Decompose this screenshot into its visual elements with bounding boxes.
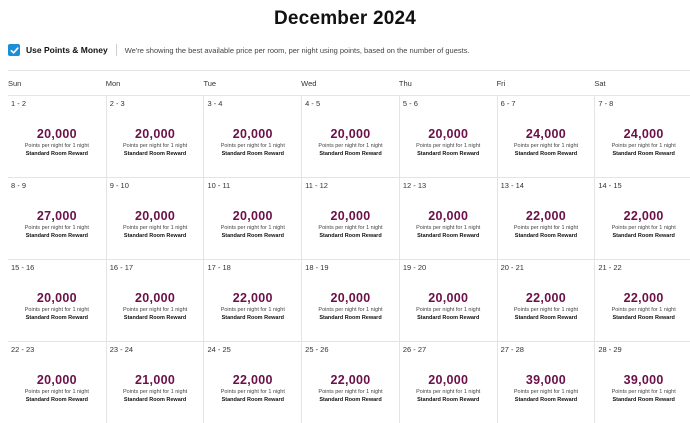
points-per-night-label: Points per night for 1 night <box>122 225 188 231</box>
stay-dates: 1 - 2 <box>11 99 27 108</box>
reward-type-label: Standard Room Reward <box>123 151 187 157</box>
reward-type-label: Standard Room Reward <box>417 151 480 157</box>
reward-type-label: Standard Room Reward <box>612 397 675 403</box>
reward-type-label: Standard Room Reward <box>25 151 89 157</box>
calendar-day-cell[interactable] <box>594 96 690 177</box>
stay-dates: 5 - 6 <box>402 99 418 108</box>
weekday-label: Mon <box>105 79 121 88</box>
calendar-day-cell[interactable] <box>497 178 595 259</box>
points-price: 39,000 <box>623 373 664 387</box>
calendar-day-cell[interactable] <box>203 178 301 259</box>
weekday-label: Sat <box>594 79 606 88</box>
month-title: December 2024 <box>273 8 417 29</box>
points-price: 22,000 <box>232 291 273 305</box>
points-per-night-label: Points per night for 1 night <box>611 389 676 395</box>
weekday-label: Wed <box>301 79 317 88</box>
reward-type-label: Standard Room Reward <box>514 315 578 321</box>
pricing-description: We're showing the best available price per room, per night using points, based on the number of guests. <box>124 45 470 55</box>
stay-dates: 24 - 25 <box>207 345 231 354</box>
points-per-night-label: Points per night for 1 night <box>122 307 188 313</box>
stay-dates: 7 - 8 <box>598 99 614 108</box>
points-price: 20,000 <box>36 127 77 141</box>
points-per-night-label: Points per night for 1 night <box>416 225 481 231</box>
points-per-night-label: Points per night for 1 night <box>220 225 285 231</box>
reward-type-label: Standard Room Reward <box>417 233 480 239</box>
checkmark-icon <box>10 46 19 55</box>
points-per-night-label: Points per night for 1 night <box>416 307 481 313</box>
stay-dates: 26 - 27 <box>402 345 427 354</box>
stay-dates: 4 - 5 <box>305 99 321 108</box>
calendar-day-cell[interactable] <box>594 178 690 259</box>
points-per-night-label: Points per night for 1 night <box>318 307 383 313</box>
calendar-day-cell[interactable] <box>203 96 301 177</box>
stay-dates: 23 - 24 <box>109 345 134 354</box>
points-per-night-label: Points per night for 1 night <box>220 307 285 313</box>
points-per-night-label: Points per night for 1 night <box>318 225 383 231</box>
weekday-label: Tue <box>203 79 217 88</box>
reward-type-label: Standard Room Reward <box>221 233 284 239</box>
calendar-week-row <box>8 259 690 341</box>
points-price: 39,000 <box>525 373 566 387</box>
weekday-header-row <box>8 70 690 95</box>
points-per-night-label: Points per night for 1 night <box>513 225 579 231</box>
calendar-day-cell[interactable] <box>8 260 106 341</box>
calendar-day-cell[interactable] <box>497 260 595 341</box>
points-options-row <box>8 42 688 58</box>
stay-dates: 25 - 26 <box>305 345 329 354</box>
points-price: 20,000 <box>232 209 273 223</box>
reward-type-label: Standard Room Reward <box>123 397 187 403</box>
stay-dates: 18 - 19 <box>305 263 329 272</box>
stay-dates: 9 - 10 <box>109 181 129 190</box>
calendar-day-cell[interactable] <box>301 96 399 177</box>
points-price: 20,000 <box>428 127 469 141</box>
use-points-label[interactable]: Use Points & Money <box>26 45 108 55</box>
calendar-day-cell[interactable] <box>106 260 204 341</box>
reward-type-label: Standard Room Reward <box>514 397 578 403</box>
reward-type-label: Standard Room Reward <box>319 233 382 239</box>
points-per-night-label: Points per night for 1 night <box>611 143 676 149</box>
points-price: 22,000 <box>623 209 664 223</box>
points-price: 20,000 <box>330 209 371 223</box>
reward-type-label: Standard Room Reward <box>417 315 480 321</box>
calendar-day-cell[interactable] <box>301 260 399 341</box>
points-per-night-label: Points per night for 1 night <box>24 307 89 313</box>
points-per-night-label: Points per night for 1 night <box>513 389 579 395</box>
points-price: 24,000 <box>525 127 566 141</box>
calendar-day-cell[interactable] <box>399 260 497 341</box>
calendar-day-cell[interactable] <box>8 96 106 177</box>
stay-dates: 10 - 11 <box>207 181 231 190</box>
points-per-night-label: Points per night for 1 night <box>513 143 579 149</box>
points-price: 22,000 <box>525 291 566 305</box>
reward-type-label: Standard Room Reward <box>221 397 284 403</box>
points-per-night-label: Points per night for 1 night <box>122 389 188 395</box>
calendar-day-cell[interactable] <box>594 342 690 423</box>
points-price: 20,000 <box>428 209 469 223</box>
points-price: 20,000 <box>232 127 273 141</box>
calendar-week-row <box>8 177 690 259</box>
calendar-day-cell[interactable] <box>203 260 301 341</box>
calendar-day-cell[interactable] <box>399 178 497 259</box>
calendar-week-row <box>8 95 690 177</box>
stay-dates: 28 - 29 <box>598 345 622 354</box>
reward-type-label: Standard Room Reward <box>25 233 89 239</box>
reward-type-label: Standard Room Reward <box>612 233 675 239</box>
points-per-night-label: Points per night for 1 night <box>416 389 481 395</box>
stay-dates: 16 - 17 <box>109 263 134 272</box>
calendar-week-row <box>8 341 690 423</box>
points-price: 20,000 <box>428 291 469 305</box>
points-price: 21,000 <box>135 373 176 387</box>
calendar-day-cell[interactable] <box>301 342 399 423</box>
reward-type-label: Standard Room Reward <box>319 315 382 321</box>
stay-dates: 17 - 18 <box>207 263 231 272</box>
stay-dates: 14 - 15 <box>598 181 622 190</box>
stay-dates: 3 - 4 <box>207 99 223 108</box>
points-price: 20,000 <box>135 291 176 305</box>
reward-type-label: Standard Room Reward <box>612 315 675 321</box>
stay-dates: 21 - 22 <box>598 263 622 272</box>
reward-type-label: Standard Room Reward <box>221 315 284 321</box>
points-price: 20,000 <box>330 291 371 305</box>
calendar-day-cell[interactable] <box>497 96 595 177</box>
use-points-checkbox[interactable] <box>8 44 20 56</box>
stay-dates: 20 - 21 <box>500 263 524 272</box>
points-per-night-label: Points per night for 1 night <box>220 143 285 149</box>
points-price: 22,000 <box>330 373 371 387</box>
calendar-grid <box>8 70 690 423</box>
points-per-night-label: Points per night for 1 night <box>611 307 676 313</box>
points-price: 20,000 <box>135 209 176 223</box>
points-price: 20,000 <box>330 127 371 141</box>
points-price: 20,000 <box>428 373 469 387</box>
reward-type-label: Standard Room Reward <box>319 151 382 157</box>
points-price: 20,000 <box>135 127 176 141</box>
calendar-day-cell[interactable] <box>594 260 690 341</box>
calendar-day-cell[interactable] <box>399 96 497 177</box>
stay-dates: 13 - 14 <box>500 181 524 190</box>
points-price: 22,000 <box>232 373 273 387</box>
weekday-label: Thu <box>398 79 412 88</box>
calendar-day-cell[interactable] <box>497 342 595 423</box>
reward-type-label: Standard Room Reward <box>417 397 480 403</box>
reward-type-label: Standard Room Reward <box>123 315 187 321</box>
calendar-day-cell[interactable] <box>106 96 204 177</box>
points-per-night-label: Points per night for 1 night <box>122 143 188 149</box>
points-per-night-label: Points per night for 1 night <box>416 143 481 149</box>
points-per-night-label: Points per night for 1 night <box>24 389 89 395</box>
stay-dates: 27 - 28 <box>500 345 524 354</box>
stay-dates: 11 - 12 <box>305 181 328 190</box>
reward-type-label: Standard Room Reward <box>221 151 284 157</box>
stay-dates: 6 - 7 <box>500 99 516 108</box>
points-per-night-label: Points per night for 1 night <box>24 225 89 231</box>
weekday-label: Sun <box>8 79 22 88</box>
reward-type-label: Standard Room Reward <box>25 315 89 321</box>
weekday-label: Fri <box>496 79 506 88</box>
calendar-day-cell[interactable] <box>301 178 399 259</box>
stay-dates: 22 - 23 <box>11 345 35 354</box>
points-price: 20,000 <box>36 291 77 305</box>
points-per-night-label: Points per night for 1 night <box>220 389 285 395</box>
points-per-night-label: Points per night for 1 night <box>318 143 383 149</box>
points-per-night-label: Points per night for 1 night <box>611 225 676 231</box>
calendar-day-cell[interactable] <box>106 178 204 259</box>
stay-dates: 19 - 20 <box>402 263 427 272</box>
calendar-day-cell[interactable] <box>106 342 204 423</box>
stay-dates: 2 - 3 <box>109 99 125 108</box>
options-divider <box>116 44 117 56</box>
points-per-night-label: Points per night for 1 night <box>24 143 89 149</box>
stay-dates: 8 - 9 <box>11 181 27 190</box>
points-price: 27,000 <box>36 209 77 223</box>
reward-type-label: Standard Room Reward <box>25 397 89 403</box>
calendar-day-cell[interactable] <box>8 178 106 259</box>
points-per-night-label: Points per night for 1 night <box>513 307 579 313</box>
points-price: 22,000 <box>623 291 664 305</box>
reward-type-label: Standard Room Reward <box>514 233 578 239</box>
stay-dates: 15 - 16 <box>11 263 35 272</box>
calendar-day-cell[interactable] <box>203 342 301 423</box>
points-price: 22,000 <box>525 209 566 223</box>
reward-type-label: Standard Room Reward <box>514 151 578 157</box>
calendar-day-cell[interactable] <box>399 342 497 423</box>
stay-dates: 12 - 13 <box>402 181 427 190</box>
points-price: 24,000 <box>623 127 664 141</box>
points-per-night-label: Points per night for 1 night <box>318 389 383 395</box>
points-price: 20,000 <box>36 373 77 387</box>
reward-type-label: Standard Room Reward <box>123 233 187 239</box>
calendar-day-cell[interactable] <box>8 342 106 423</box>
calendar-weeks <box>8 95 690 423</box>
reward-type-label: Standard Room Reward <box>612 151 675 157</box>
reward-type-label: Standard Room Reward <box>319 397 382 403</box>
